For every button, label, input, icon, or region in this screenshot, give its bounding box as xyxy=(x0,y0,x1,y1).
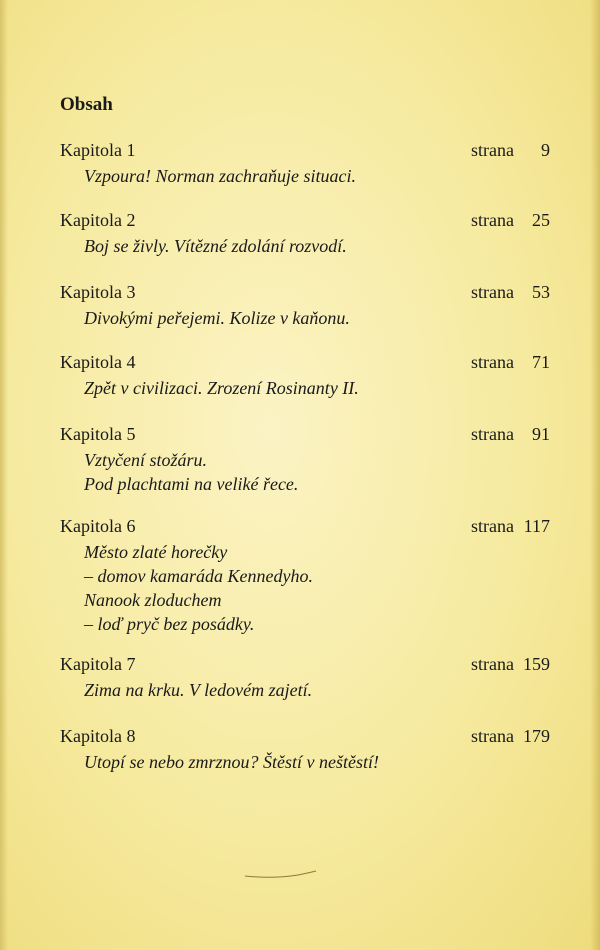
toc-entry xyxy=(60,654,550,702)
toc-entry xyxy=(60,352,550,400)
chapter-label: Kapitola 4 xyxy=(60,352,136,372)
page-number: 159 xyxy=(523,654,550,674)
pencil-mark xyxy=(243,870,318,880)
chapter-label: Kapitola 2 xyxy=(60,210,136,230)
chapter-page xyxy=(471,352,550,373)
page-number: 71 xyxy=(532,352,550,372)
page-word: strana xyxy=(471,726,514,746)
chapter-subtitle-line: – loď pryč bez posádky. xyxy=(84,614,255,634)
page-number: 25 xyxy=(532,210,550,230)
chapter-subtitle-line: Divokými peřejemi. Kolize v kaňonu. xyxy=(84,308,350,328)
page-word: strana xyxy=(471,210,514,230)
page-word: strana xyxy=(471,516,514,536)
chapter-label: Kapitola 3 xyxy=(60,282,136,302)
toc-entry xyxy=(60,140,550,188)
page-word: strana xyxy=(471,352,514,372)
chapter-label: Kapitola 8 xyxy=(60,726,136,746)
page-word: strana xyxy=(471,424,514,444)
chapter-subtitle-line: Nanook zloduchem xyxy=(84,590,222,610)
page-number: 91 xyxy=(532,424,550,444)
chapter-label: Kapitola 1 xyxy=(60,140,136,160)
chapter-subtitle-line: Vztyčení stožáru. xyxy=(84,450,207,470)
chapter-subtitle-line: Pod plachtami na veliké řece. xyxy=(84,474,299,494)
page-edge-left xyxy=(0,0,8,950)
page-word: strana xyxy=(471,654,514,674)
page-number: 53 xyxy=(532,282,550,302)
chapter-page xyxy=(471,210,550,231)
chapter-label: Kapitola 6 xyxy=(60,516,136,536)
toc-entry xyxy=(60,424,550,496)
toc-entry xyxy=(60,210,550,258)
page-word: strana xyxy=(471,282,514,302)
page-edge-right xyxy=(590,0,600,950)
chapter-subtitle-line: Město zlaté horečky xyxy=(84,542,228,562)
chapter-subtitle-line: Utopí se nebo zmrznou? Štěstí v neštěstí! xyxy=(84,752,379,772)
page-number: 117 xyxy=(523,516,550,536)
chapter-page xyxy=(471,726,550,747)
chapter-page xyxy=(471,140,550,161)
page-number: 9 xyxy=(541,140,550,160)
chapter-subtitle-line: Boj se živly. Vítězné zdolání rozvodí. xyxy=(84,236,347,256)
page-word: strana xyxy=(471,140,514,160)
chapter-subtitle-line: Zpět v civilizaci. Zrození Rosinanty II. xyxy=(84,378,359,398)
toc-entry xyxy=(60,282,550,330)
chapter-page xyxy=(471,516,550,537)
chapter-subtitle-line: – domov kamaráda Kennedyho. xyxy=(84,566,313,586)
chapter-label: Kapitola 5 xyxy=(60,424,136,444)
chapter-page xyxy=(471,282,550,303)
toc-entry xyxy=(60,726,550,774)
page-number: 179 xyxy=(523,726,550,746)
chapter-subtitle-line: Vzpoura! Norman zachraňuje situaci. xyxy=(84,166,356,186)
toc-entry xyxy=(60,516,550,636)
page-title: Obsah xyxy=(60,94,113,115)
chapter-label: Kapitola 7 xyxy=(60,654,136,674)
chapter-page xyxy=(471,424,550,445)
chapter-subtitle-line: Zima na krku. V ledovém zajetí. xyxy=(84,680,313,700)
chapter-page xyxy=(471,654,550,675)
